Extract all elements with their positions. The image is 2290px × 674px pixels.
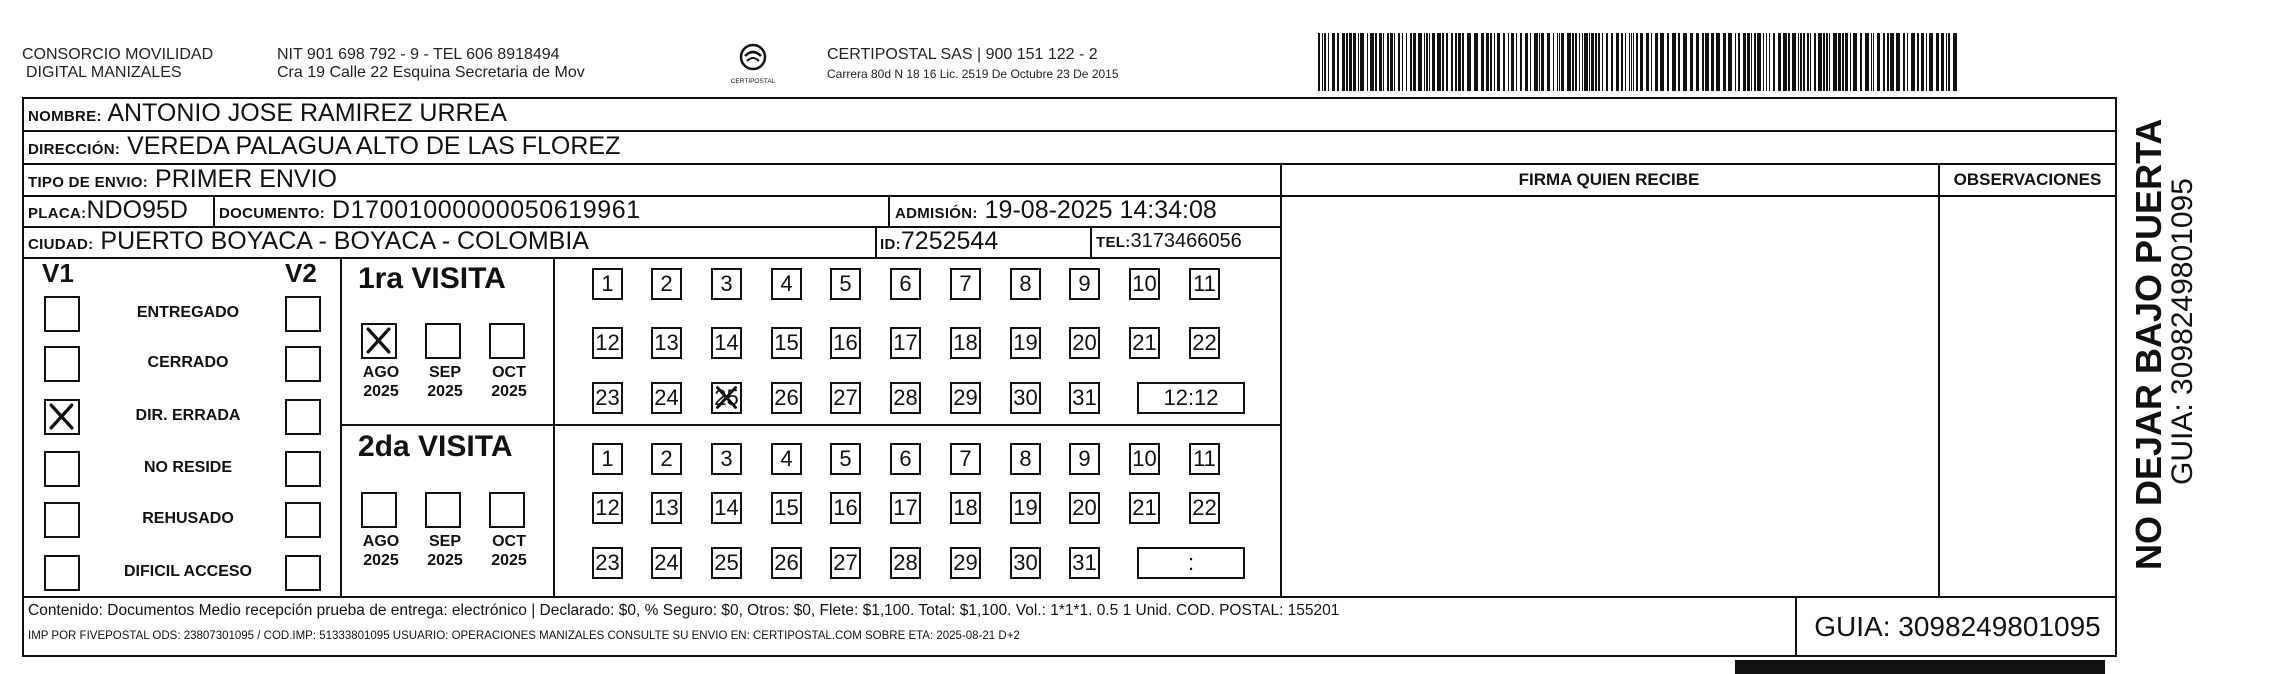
day-15[interactable]: 15 — [771, 327, 802, 359]
footer-divider — [1795, 596, 1797, 657]
obs-divider — [1938, 163, 1940, 596]
day-number: 25 — [714, 385, 739, 410]
day-4[interactable]: 4 — [771, 268, 802, 300]
ciudad-value: PUERTO BOYACA - BOYACA - COLOMBIA — [100, 227, 589, 255]
day-3[interactable]: 3 — [711, 443, 742, 475]
row-divider — [22, 257, 1280, 259]
day-19[interactable]: 19 — [1010, 492, 1041, 524]
month-checkbox-checked[interactable] — [361, 323, 397, 359]
month-name: AGO — [362, 533, 400, 550]
day-8[interactable]: 8 — [1010, 268, 1041, 300]
v2-checkbox[interactable] — [285, 502, 321, 538]
month-year: 2025 — [363, 383, 399, 400]
documento-label: DOCUMENTO: — [219, 205, 326, 222]
edge-block — [1735, 660, 2105, 674]
no-dejar-notice: NO DEJAR BAJO PUERTA — [2128, 118, 2169, 570]
day-18[interactable]: 18 — [950, 492, 981, 524]
month-name: SEP — [428, 364, 461, 381]
documento-value: D17001000000050619961 — [332, 196, 641, 224]
day-19[interactable]: 19 — [1010, 327, 1041, 359]
day-20[interactable]: 20 — [1069, 327, 1100, 359]
day-11[interactable]: 11 — [1189, 443, 1220, 475]
day-6[interactable]: 6 — [890, 268, 921, 300]
v2-checkbox[interactable] — [285, 346, 321, 382]
month-label — [484, 532, 534, 570]
month-checkbox[interactable] — [489, 323, 525, 359]
day-10[interactable]: 10 — [1129, 268, 1160, 300]
day-18[interactable]: 18 — [950, 327, 981, 359]
day-25[interactable]: 25 — [711, 547, 742, 579]
v1-label: V1 — [42, 258, 74, 288]
sender-name-line2: DIGITAL MANIZALES — [26, 64, 182, 81]
day-5[interactable]: 5 — [830, 268, 861, 300]
cell-divider — [1090, 226, 1092, 257]
sender-name-line1: CONSORCIO MOVILIDAD — [22, 46, 214, 63]
footer-guia: GUIA: 3098249801095 — [1814, 611, 2101, 642]
status-option-label: DIR. ERRADA — [135, 407, 241, 424]
day-11[interactable]: 11 — [1189, 268, 1220, 300]
day-22[interactable]: 22 — [1189, 492, 1220, 524]
day-7[interactable]: 7 — [950, 268, 981, 300]
day-25-marked[interactable] — [711, 382, 742, 414]
ciudad-label: CIUDAD: — [28, 236, 94, 253]
day-1[interactable]: 1 — [592, 443, 623, 475]
day-21[interactable]: 21 — [1129, 327, 1160, 359]
visit-time-field[interactable]: 12:12 — [1137, 382, 1245, 414]
status-option-label: DIFICIL ACCESO — [123, 563, 252, 580]
tel-value: 3173466056 — [1130, 230, 1242, 252]
day-30[interactable]: 30 — [1010, 547, 1041, 579]
certipostal-logo-icon — [723, 42, 783, 88]
v2-label: V2 — [285, 258, 317, 288]
status-divider — [340, 257, 342, 596]
day-4[interactable]: 4 — [771, 443, 802, 475]
recipient-name: ANTONIO JOSE RAMIREZ URREA — [107, 99, 507, 127]
day-27[interactable]: 27 — [830, 382, 861, 414]
day-7[interactable]: 7 — [950, 443, 981, 475]
v1-checkbox[interactable] — [44, 502, 80, 538]
observaciones-header: OBSERVACIONES — [1953, 170, 2102, 189]
month-label — [420, 363, 470, 401]
admision-cell — [895, 196, 1217, 225]
day-16[interactable]: 16 — [830, 492, 861, 524]
side-guia: GUIA: 3098249801095 — [2166, 178, 2199, 485]
day-26[interactable]: 26 — [771, 382, 802, 414]
obs-header-line — [1938, 195, 2117, 197]
day-9[interactable]: 9 — [1069, 443, 1100, 475]
v2-checkbox[interactable] — [285, 451, 321, 487]
tipo-envio: PRIMER ENVIO — [155, 165, 337, 193]
visit2-title: 2da VISITA — [358, 430, 513, 463]
cell-divider — [213, 195, 215, 226]
day-13[interactable]: 13 — [651, 327, 682, 359]
sender-nit: NIT 901 698 792 - 9 - TEL 606 8918494 — [277, 46, 560, 63]
visit-divider — [340, 424, 1280, 426]
logo-caption: CERTIPOSTAL — [730, 78, 776, 85]
nombre-label: NOMBRE: — [28, 108, 102, 125]
recipient-name-row — [28, 99, 507, 128]
month-label — [420, 532, 470, 570]
day-12[interactable]: 12 — [592, 327, 623, 359]
day-3[interactable]: 3 — [711, 268, 742, 300]
v1-checkbox[interactable] — [44, 451, 80, 487]
month-year: 2025 — [427, 383, 463, 400]
day-6[interactable]: 6 — [890, 443, 921, 475]
month-label — [356, 532, 406, 570]
month-checkbox[interactable] — [425, 492, 461, 528]
month-name: OCT — [492, 364, 526, 381]
month-label — [484, 363, 534, 401]
status-option-label: NO RESIDE — [143, 459, 232, 476]
day-20[interactable]: 20 — [1069, 492, 1100, 524]
month-name: AGO — [362, 364, 400, 381]
ciudad-row — [28, 227, 589, 256]
tel-cell — [1096, 230, 1242, 253]
day-10[interactable]: 10 — [1129, 443, 1160, 475]
recipient-address: VEREDA PALAGUA ALTO DE LAS FLOREZ — [127, 132, 621, 160]
day-8[interactable]: 8 — [1010, 443, 1041, 475]
firma-header: FIRMA QUIEN RECIBE — [1518, 170, 1700, 189]
month-name: SEP — [428, 533, 461, 550]
id-value: 7252544 — [900, 227, 999, 255]
direccion-label: DIRECCIÓN: — [28, 141, 121, 158]
footer-line2: IMP POR FIVEPOSTAL ODS: 23807301095 / COD.IMP: 51333801095 USUARIO: OPERACIONES MANIZALES CONSULTE SU ENVIO EN: CERTIPOSTAL.COM SOBRE ETA: 2025-08-21 D+2 — [28, 630, 1020, 642]
day-29[interactable]: 29 — [950, 547, 981, 579]
row-divider — [22, 596, 2117, 598]
status-option-label: ENTREGADO — [136, 304, 240, 321]
day-14[interactable]: 14 — [711, 492, 742, 524]
day-30[interactable]: 30 — [1010, 382, 1041, 414]
admision-value: 19-08-2025 14:34:08 — [984, 196, 1217, 224]
day-23[interactable]: 23 — [592, 382, 623, 414]
day-26[interactable]: 26 — [771, 547, 802, 579]
day-16[interactable]: 16 — [830, 327, 861, 359]
cell-divider — [875, 226, 877, 257]
tipo-envio-row — [28, 165, 337, 194]
address-row — [28, 132, 620, 161]
day-2[interactable]: 2 — [651, 443, 682, 475]
day-17[interactable]: 17 — [890, 327, 921, 359]
month-year: 2025 — [491, 552, 527, 569]
day-31[interactable]: 31 — [1069, 547, 1100, 579]
day-31[interactable]: 31 — [1069, 382, 1100, 414]
visit-time-field[interactable]: : — [1137, 547, 1245, 579]
day-28[interactable]: 28 — [890, 382, 921, 414]
placa-row — [28, 196, 188, 225]
day-23[interactable]: 23 — [592, 547, 623, 579]
day-5[interactable]: 5 — [830, 443, 861, 475]
day-27[interactable]: 27 — [830, 547, 861, 579]
courier-name: CERTIPOSTAL SAS | 900 151 122 - 2 — [827, 46, 1098, 63]
month-year: 2025 — [491, 383, 527, 400]
month-checkbox[interactable] — [361, 492, 397, 528]
month-divider — [553, 257, 555, 596]
day-2[interactable]: 2 — [651, 268, 682, 300]
placa-value: NDO95D — [86, 196, 188, 224]
tipo-label: TIPO DE ENVIO: — [28, 174, 149, 191]
day-28[interactable]: 28 — [890, 547, 921, 579]
placa-label: PLACA: — [28, 205, 87, 222]
month-checkbox[interactable] — [425, 323, 461, 359]
v2-checkbox[interactable] — [285, 296, 321, 332]
sender-address: Cra 19 Calle 22 Esquina Secretaria de Mov — [277, 64, 585, 81]
day-24[interactable]: 24 — [651, 382, 682, 414]
id-label: ID: — [880, 236, 901, 253]
month-checkbox[interactable] — [489, 492, 525, 528]
day-17[interactable]: 17 — [890, 492, 921, 524]
courier-license: Carrera 80d N 18 16 Lic. 2519 De Octubre 23 De 2015 — [827, 67, 1119, 81]
footer-line1: Contenido: Documentos Medio recepción prueba de entrega: electrónico | Declarado: $0, % Seguro: $0, Otros: $0, Flete: $1,100. Total: $1,100. Vol.: 1*1*1. 0.5 1 Unid. COD. POSTAL: 155201 — [28, 602, 1340, 619]
tel-label: TEL: — [1096, 234, 1131, 251]
month-year: 2025 — [427, 552, 463, 569]
status-option-label: CERRADO — [147, 354, 229, 371]
day-22[interactable]: 22 — [1189, 327, 1220, 359]
barcode — [1318, 33, 1958, 91]
day-21[interactable]: 21 — [1129, 492, 1160, 524]
day-15[interactable]: 15 — [771, 492, 802, 524]
v1-checkbox[interactable] — [44, 555, 80, 591]
firma-divider — [1280, 163, 1282, 596]
id-cell — [880, 227, 998, 256]
day-1[interactable]: 1 — [592, 268, 623, 300]
day-29[interactable]: 29 — [950, 382, 981, 414]
cell-divider — [888, 195, 890, 226]
visit1-title: 1ra VISITA — [358, 262, 506, 295]
v2-checkbox[interactable] — [285, 555, 321, 591]
month-label — [356, 363, 406, 401]
month-year: 2025 — [363, 552, 399, 569]
day-14[interactable]: 14 — [711, 327, 742, 359]
v2-checkbox[interactable] — [285, 399, 321, 435]
status-option-label: REHUSADO — [142, 510, 234, 527]
v1-checkbox[interactable] — [44, 346, 80, 382]
day-9[interactable]: 9 — [1069, 268, 1100, 300]
day-24[interactable]: 24 — [651, 547, 682, 579]
day-12[interactable]: 12 — [592, 492, 623, 524]
v1-checkbox-checked[interactable] — [44, 399, 80, 435]
admision-label: ADMISIÓN: — [895, 205, 978, 222]
month-name: OCT — [492, 533, 526, 550]
documento-cell — [219, 196, 641, 225]
v1-checkbox[interactable] — [44, 296, 80, 332]
day-13[interactable]: 13 — [651, 492, 682, 524]
